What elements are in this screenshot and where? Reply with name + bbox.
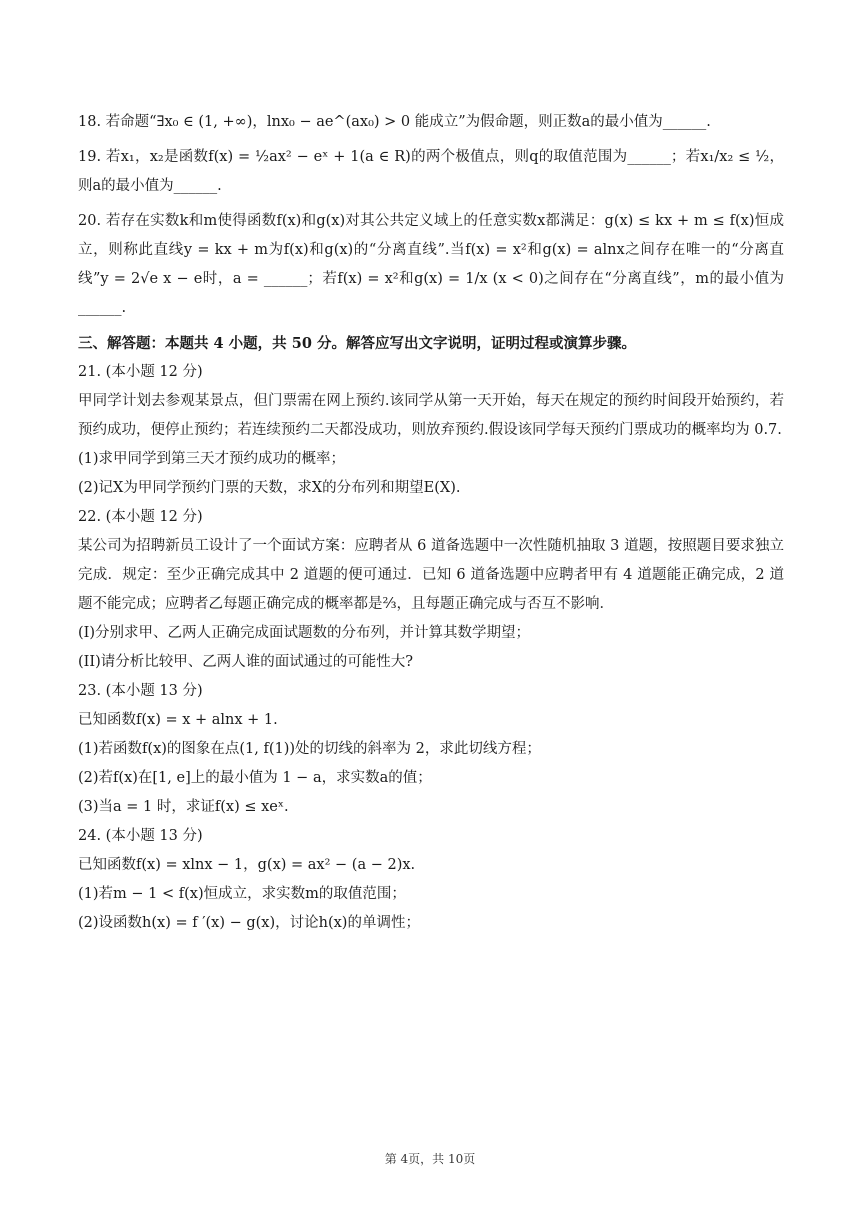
question-23-part-2: (2)若f(x)在[1, e]上的最小值为 1 − a，求实数a的值； bbox=[78, 770, 432, 786]
question-21-header: 21. (本小题 12 分) bbox=[78, 364, 203, 380]
question-24-part-1: (1)若m − 1 < f(x)恒成立，求实数m的取值范围； bbox=[78, 886, 406, 902]
section-heading: 三、解答题：本题共 4 小题，共 50 分。解答应写出文字说明，证明过程或演算步骤。 bbox=[78, 335, 636, 352]
question-23-part-3: (3)当a = 1 时，求证f(x) ≤ xeˣ. bbox=[78, 799, 289, 815]
question-21-body: 甲同学计划去参观某景点，但门票需在网上预约.该同学从第一天开始，每天在规定的预约时间段开始预约，若预约成功，便停止预约；若连续预约二天都没成功，则放弃预约.假设该同学每天预约门票成功的概率均为 0.7. bbox=[78, 393, 784, 438]
question-21-part-1: (1)求甲同学到第三天才预约成功的概率； bbox=[78, 451, 346, 467]
page-content bbox=[78, 108, 784, 938]
page-footer: 第 4页，共 10页 bbox=[384, 1152, 476, 1166]
question-23-header: 23. (本小题 13 分) bbox=[78, 683, 203, 699]
question-18: 18. 若命题“∃x₀ ∈ (1, +∞)，lnx₀ − ae^(ax₀) > 0 能成立”为假命题，则正数a的最小值为______. bbox=[78, 114, 711, 130]
question-21-part-2: (2)记X为甲同学预约门票的天数，求X的分布列和期望E(X). bbox=[78, 480, 461, 496]
question-22-part-2: (II)请分析比较甲、乙两人谁的面试通过的可能性大? bbox=[78, 654, 414, 670]
question-23-part-1: (1)若函数f(x)的图象在点(1, f(1))处的切线的斜率为 2，求此切线方程； bbox=[78, 741, 541, 757]
question-20: 20. 若存在实数k和m使得函数f(x)和g(x)对其公共定义域上的任意实数x都满足：g(x) ≤ kx + m ≤ f(x)恒成立，则称此直线y = kx + m为f(x)和g(x)的“分离直线”.当f(x) = x²和g(x) = alnx之间存在唯一的“分离直线”y = 2√e x − e时，a = ______；若f(x) = x²和g(x) = 1/x (x < 0)之间存在“分离直线”，m的最小值为______. bbox=[78, 213, 784, 316]
question-24-header: 24. (本小题 13 分) bbox=[78, 828, 203, 844]
question-22-header: 22. (本小题 12 分) bbox=[78, 509, 203, 525]
question-19: 19. 若x₁，x₂是函数f(x) = ½ax² − eˣ + 1(a ∈ R)的两个极值点，则q的取值范围为______；若x₁/x₂ ≤ ½，则a的最小值为______. bbox=[78, 149, 784, 194]
question-24-part-2: (2)设函数h(x) = f ′(x) − g(x)，讨论h(x)的单调性； bbox=[78, 915, 420, 931]
question-22-body: 某公司为招聘新员工设计了一个面试方案：应聘者从 6 道备选题中一次性随机抽取 3 道题，按照题目要求独立完成．规定：至少正确完成其中 2 道题的便可通过．已知 6 道备选题中应聘者甲有 4 道题能正确完成，2 道题不能完成；应聘者乙每题正确完成的概率都是⅔，且每题正确完成与否互不影响． bbox=[78, 538, 784, 612]
question-23-body: 已知函数f(x) = x + alnx + 1. bbox=[78, 712, 278, 728]
question-22-part-1: (I)分别求甲、乙两人正确完成面试题数的分布列，并计算其数学期望； bbox=[78, 625, 531, 641]
question-24-body: 已知函数f(x) = xlnx − 1，g(x) = ax² − (a − 2)x. bbox=[78, 857, 416, 873]
